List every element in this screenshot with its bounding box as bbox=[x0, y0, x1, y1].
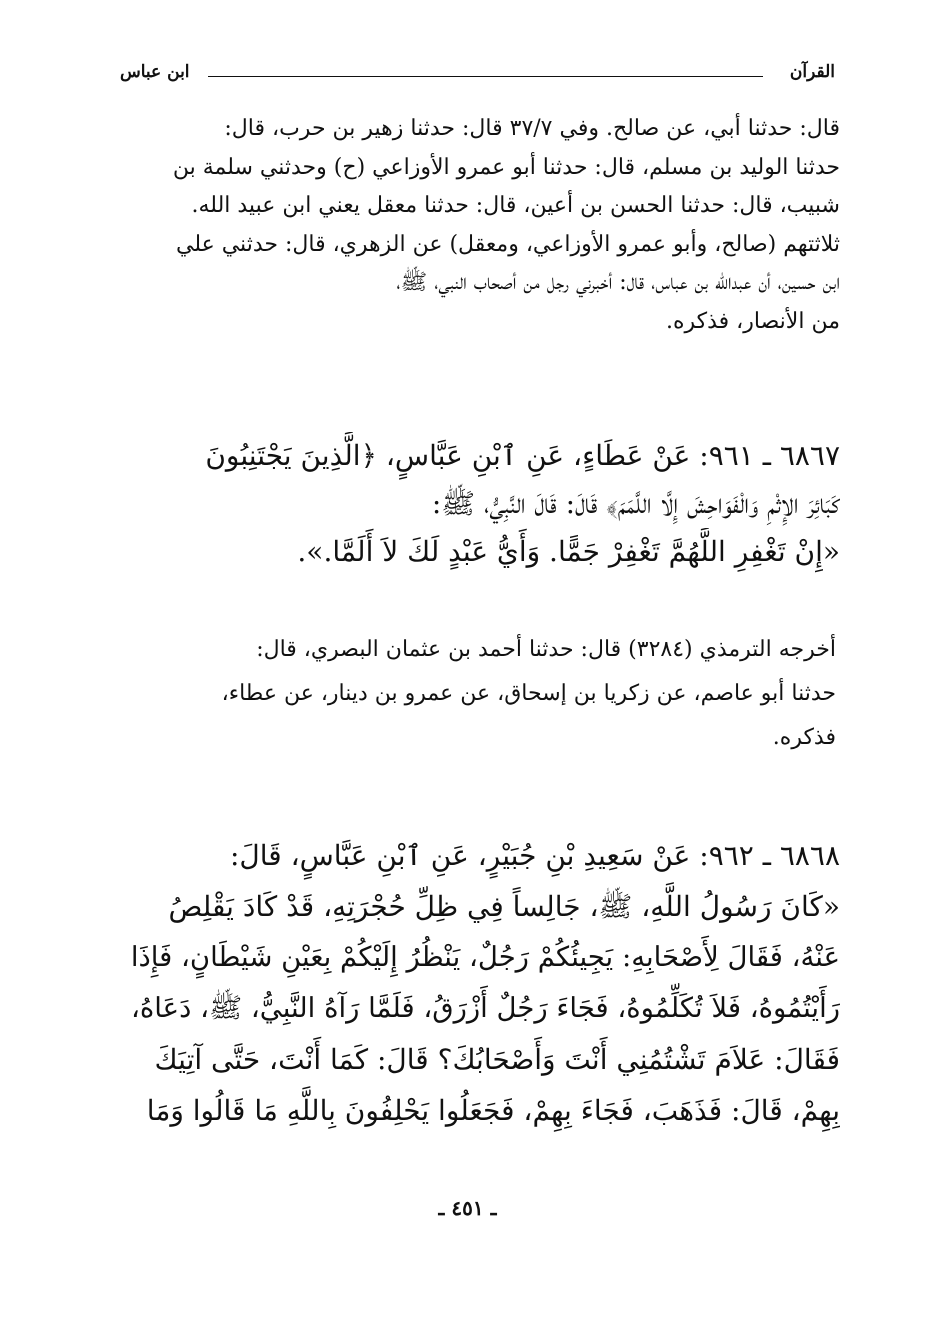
hadith-line: كَبَائِرَ الإِثْمِ وَالْفَوَاحِشَ إِلَّا اللَّمَمَ﴾ قَالَ: قَالَ النَّبِيُّ، ﷺ: bbox=[431, 487, 840, 520]
header-rule bbox=[208, 76, 763, 77]
note-line: حدثنا أبو عاصم، عن زكريا بن إسحاق، عن عمرو بن دينار، عن عطاء، bbox=[221, 681, 836, 706]
hadith-line: رَأَيْتُمُوهُ، فَلاَ تُكَلِّمُوهُ، فَجَاءَ رَجُلٌ أَزْرَقُ، فَلَمَّا رَآهُ النَّبِيُّ، ﷺ، دَعَاهُ، bbox=[131, 992, 840, 1024]
running-header bbox=[120, 62, 835, 86]
header-section-title: ابن عباس bbox=[120, 62, 190, 82]
page-number: ـ ٤٥١ ـ bbox=[438, 1196, 497, 1220]
note-line: أخرجه الترمذي (٣٢٨٤) قال: حدثنا أحمد بن عثمان البصري، قال: bbox=[256, 637, 836, 662]
isnad-line: من الأنصار، فذكره. bbox=[665, 308, 840, 334]
isnad-line: ابن حسين، أن عبدالله بن عباس، قال: أخبرني رجل من أصحاب النبي، ﷺ، bbox=[396, 270, 840, 295]
hadith-line: «كَانَ رَسُولُ اللَّهِ، ﷺ، جَالِساً فِي ظِلِّ حُجْرَتِهِ، قَدْ كَادَ يَقْلِصُ bbox=[168, 890, 840, 923]
hadith-6868 bbox=[120, 830, 840, 1136]
isnad-line: حدثنا الوليد بن مسلم، قال: حدثنا أبو عمرو الأوزاعي (ح) وحدثني سلمة بن bbox=[172, 154, 840, 180]
hadith-line: فَقَالَ: عَلاَمَ تَشْتُمُنِي أَنْتَ وَأَصْحَابُكَ؟ قَالَ: كَمَا أَنْتَ، حَتَّى آتِيَكَ bbox=[154, 1043, 840, 1076]
takhrij-note bbox=[124, 628, 836, 760]
isnad-paragraph bbox=[128, 110, 840, 341]
isnad-line: شبيب، قال: حدثنا الحسن بن أعين، قال: حدثنا معقل يعني ابن عبيد الله. bbox=[191, 193, 840, 218]
header-book-title: القرآن bbox=[789, 62, 835, 82]
hadith-line: عَنْهُ، فَقَالَ لِأَصْحَابِهِ: يَجِيئُكُمْ رَجُلٌ، يَنْظُرُ إِلَيْكُمْ بِعَيْنِ شَيْطَانٍ، فَإِذَا bbox=[130, 941, 840, 973]
hadith-line: ٦٨٦٧ ـ ٩٦١: عَنْ عَطَاءٍ، عَنِ ٱبْنِ عَبَّاسٍ، ﴿الَّذِينَ يَجْتَنِبُونَ bbox=[205, 439, 840, 472]
hadith-6867 bbox=[120, 432, 840, 576]
note-line: فذكره. bbox=[772, 725, 836, 750]
hadith-line: «إِنْ تَغْفِرِ اللَّهُمَّ تَغْفِرْ جَمًّا. وَأَيُّ عَبْدٍ لَكَ لاَ أَلَمَّا.». bbox=[297, 535, 840, 568]
isnad-line: ثلاثتهم (صالح، وأبو عمرو الأوزاعي، ومعقل) عن الزهري، قال: حدثني علي bbox=[175, 231, 840, 257]
isnad-line: قال: حدثنا أبي، عن صالح. وفي ٣٧/٧ قال: حدثنا زهير بن حرب، قال: bbox=[224, 116, 840, 141]
hadith-line: بِهِمْ، قَالَ: فَذَهَبَ، فَجَاءَ بِهِمْ، فَجَعَلُوا يَحْلِفُونَ بِاللَّهِ مَا قَالُوا وَمَا bbox=[146, 1094, 840, 1127]
hadith-line: ٦٨٦٨ ـ ٩٦٢: عَنْ سَعِيدِ بْنِ جُبَيْرٍ، عَنِ ٱبْنِ عَبَّاسٍ، قَالَ: bbox=[229, 839, 840, 872]
